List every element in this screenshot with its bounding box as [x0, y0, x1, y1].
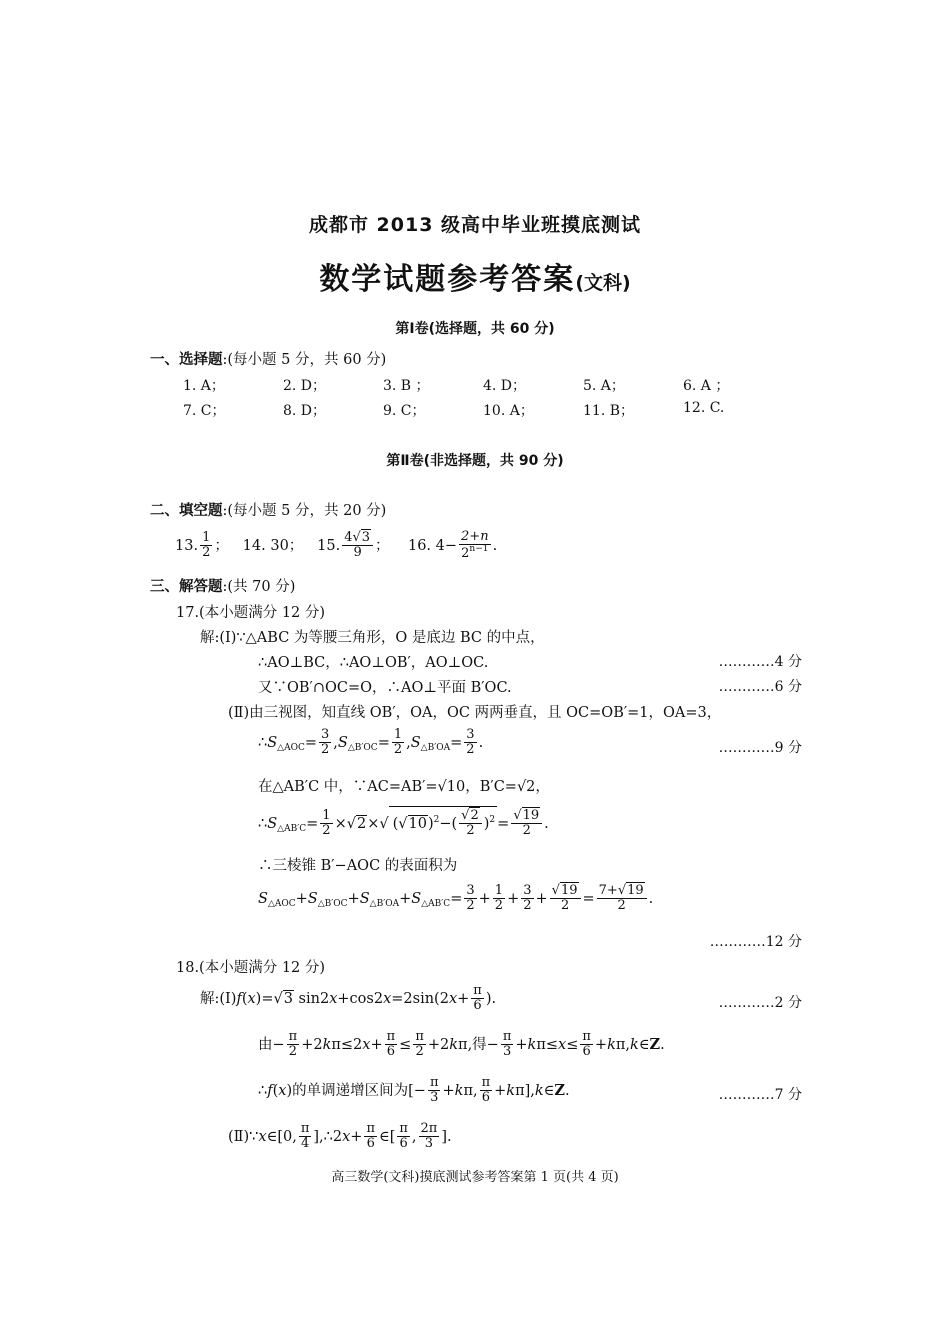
fraction-16: [459, 530, 491, 562]
q17-line-1: 解:(Ⅰ)∵△ABC 为等腰三角形，O 是底边 BC 的中点，: [200, 630, 545, 646]
fill-heading-label: 二、填空题: [150, 503, 223, 519]
numerator-expr: 2+n: [461, 529, 489, 544]
fill-heading-note: :(每小题 5 分，共 20 分): [222, 503, 387, 519]
fill-answers: [175, 530, 497, 562]
choice-answer-11: 11. B；: [583, 403, 635, 419]
q18-header: 18.(本小题满分 12 分): [176, 960, 326, 976]
q18-line-2: 由− $\frac{\pi}{2}$ +2kπ≤2x+ $\frac{\pi}{6}$ ≤ $\frac{\pi}{2}$ +2kπ,得− $\frac{\pi}{3}$ +kπ≤x≤ $\frac{\pi}{6}$ +kπ,k∈Z.: [258, 1029, 665, 1060]
end-dot: .: [492, 537, 498, 554]
fraction-den: [459, 545, 490, 561]
q17-total-area: $S_{\triangle AOC}+S_{\triangle B'OC}+S_{\triangle B'OA}+S_{\triangle AB'C}=$ $\frac{3}{2}$ + $\frac{1}{2}$ + $\frac{3}{2}$ + $\frac{√19}{2}$ = $\frac{7+√19}{2}$ .: [258, 883, 654, 914]
coef: 4: [344, 530, 353, 545]
solve-heading-note: :(共 70 分): [222, 579, 296, 595]
choice-heading-note: :(每小题 5 分，共 60 分): [222, 352, 387, 368]
q18-score-2: …………2 分: [718, 995, 802, 1011]
choice-answer-9: 9. C；: [383, 403, 426, 419]
q17-line-4: (Ⅱ)由三视图，知直线 OB′，OA，OC 两两垂直，且 OC=OB′=1，OA=3，: [228, 705, 722, 721]
choice-answer-2: 2. D；: [283, 378, 327, 394]
q18-line-3: ∴f(x)的单调递增区间为[− $\frac{\pi}{3}$ +kπ, $\frac{\pi}{6}$ +kπ],k∈Z.: [258, 1075, 570, 1106]
solve-heading-label: 三、解答题: [150, 579, 223, 595]
choice-answer-3: 3. B ；: [383, 378, 430, 394]
choice-answer-5: 5. A；: [583, 378, 625, 394]
fill-answer-15-label: 15.: [317, 537, 341, 554]
fraction-15: [342, 531, 373, 561]
choice-answer-7: 7. C；: [183, 403, 226, 419]
fill-answer-14: 14. 30；: [242, 537, 304, 554]
subtitle-main: 数学试题参考答案: [319, 262, 576, 297]
choice-answer-6: 6. A ；: [683, 378, 730, 394]
q18-score-7: …………7 分: [718, 1087, 802, 1103]
q17-area-formula: $\therefore S_{\triangle AOC}=$ $\frac{3}{2}$ $,S_{\triangle B'OC}=$ $\frac{1}{2}$ $,S_{\triangle B'OA}=$ $\frac{3}{2}$ .: [258, 727, 484, 758]
q17-line-6: 在△AB′C 中，∵AC=AB′=√10，B′C=√2，: [258, 779, 550, 795]
choice-answer-8: 8. D；: [283, 403, 327, 419]
choice-answer-1: 1. A；: [183, 378, 225, 394]
choice-answer-12: 12. C.: [683, 400, 725, 416]
sep-2: ；: [375, 537, 390, 554]
part1-title: 第Ⅰ卷(选择题，共 60 分): [395, 321, 555, 337]
q18-line-4: (Ⅱ)∵x∈[0, $\frac{\pi}{4}$ ],∴2x+ $\frac{\pi}{6}$ ∈[ $\frac{\pi}{6}$ , $\frac{2\pi}{3}$ ].: [228, 1121, 452, 1152]
document-subtitle: [0, 254, 950, 298]
q17-score-4: …………4 分: [718, 654, 802, 670]
part2-title: 第Ⅱ卷(非选择题，共 90 分): [386, 453, 564, 469]
fraction-13: [200, 531, 212, 561]
q17-header: 17.(本小题满分 12 分): [176, 605, 326, 621]
fill-answer-13-label: 13.: [175, 537, 199, 554]
fraction-num: 4√3: [342, 531, 373, 546]
q18-line-1: 解:(Ⅰ)f(x)=√3 sin2x+cos2x=2sin(2x+ $\frac{\pi}{6}$ ).: [200, 983, 497, 1014]
q17-line-2: ∴AO⊥BC，∴AO⊥OB′，AO⊥OC.: [258, 655, 489, 671]
radicand: 3: [361, 530, 371, 545]
fraction-num: [459, 530, 491, 545]
document-title: 成都市 2013 级高中毕业班摸底测试: [308, 214, 642, 236]
subtitle-suffix: (文科): [575, 272, 631, 294]
choice-heading: [150, 348, 386, 369]
den-base: 2: [461, 546, 470, 562]
page-footer: 高三数学(文科)摸底测试参考答案第 1 页(共 4 页): [331, 1170, 619, 1185]
q17-score-9: …………9 分: [718, 740, 802, 756]
sep-1: ；: [214, 537, 229, 554]
solve-heading: [150, 575, 295, 596]
choice-answer-10: 10. A；: [483, 403, 534, 419]
fraction-num: 1: [202, 530, 211, 545]
choice-heading-label: 一、选择题: [150, 352, 223, 368]
choice-answer-4: 4. D；: [483, 378, 527, 394]
fill-answer-16-label: 16. 4−: [407, 537, 458, 554]
fraction-den: 9: [353, 545, 362, 561]
fraction-den: 2: [202, 545, 211, 561]
q17-area-abc: $\therefore S_{\triangle AB'C}=$ $\frac{1}{2}$ ×√2×√ $(√10)^2-$( $\frac{√2}{2}$ )$^2$ = $\frac{√19}{2}$ .: [258, 808, 549, 839]
q17-line-8: ∴三棱锥 B′−AOC 的表面积为: [258, 858, 458, 874]
q17-line-3: 又∵OB′∩OC=O，∴AO⊥平面 B′OC.: [258, 680, 512, 696]
q17-score-6: …………6 分: [718, 679, 802, 695]
den-exp: n−1: [469, 544, 489, 555]
fill-heading: [150, 499, 386, 520]
q17-score-12: …………12 分: [709, 934, 802, 950]
